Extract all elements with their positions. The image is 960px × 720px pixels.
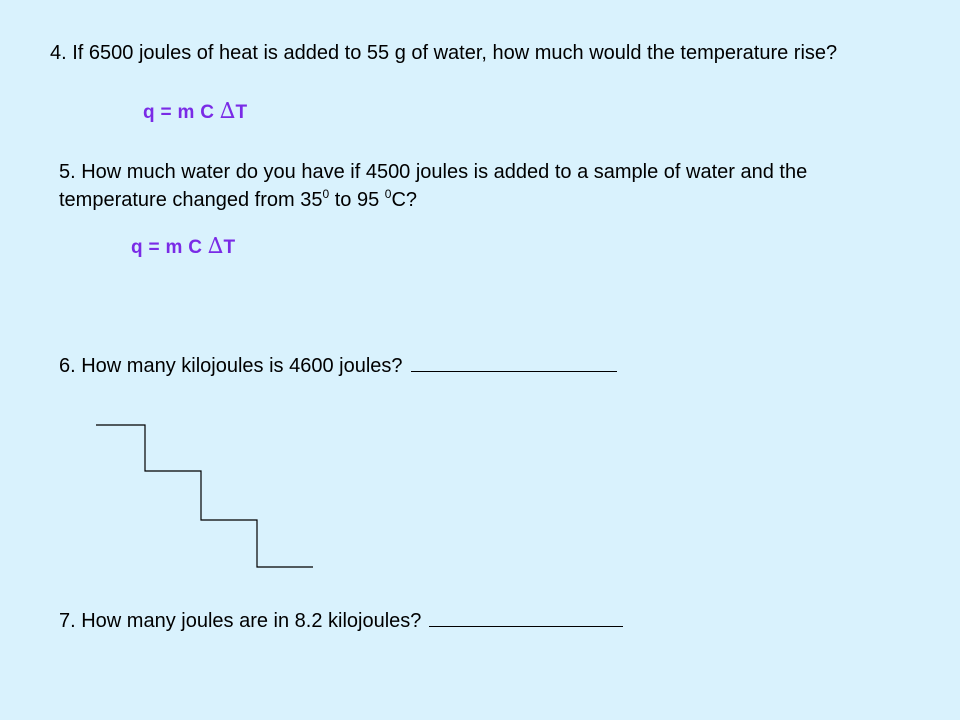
question-6-text: 6. How many kilojoules is 4600 joules? <box>59 355 403 377</box>
question-4-text: 4. If 6500 joules of heat is added to 55 g of water, how much would the temperature rise? <box>50 42 838 64</box>
formula-suffix: T <box>235 102 248 123</box>
formula-prefix: q = m C <box>143 102 220 123</box>
formula-prefix: q = m C <box>131 237 208 258</box>
degree-superscript: 0 <box>322 187 330 201</box>
delta-symbol: ∆ <box>207 234 224 259</box>
answer-blank[interactable] <box>429 608 623 627</box>
question-7 <box>59 607 859 635</box>
question-5-text-part3: C? <box>391 189 418 211</box>
delta-symbol: ∆ <box>219 99 236 124</box>
formula-suffix: T <box>223 237 236 258</box>
question-5-text-part1: 5. How much water do you have if 4500 joules is added to a sample of water and the temperature changed from 35 <box>59 161 808 211</box>
question-7-text: 7. How many joules are in 8.2 kilojoules? <box>59 610 422 632</box>
staircase-line <box>96 425 313 567</box>
degree-superscript: 0 <box>384 187 392 201</box>
question-5-text-part2: to 95 <box>329 189 385 211</box>
